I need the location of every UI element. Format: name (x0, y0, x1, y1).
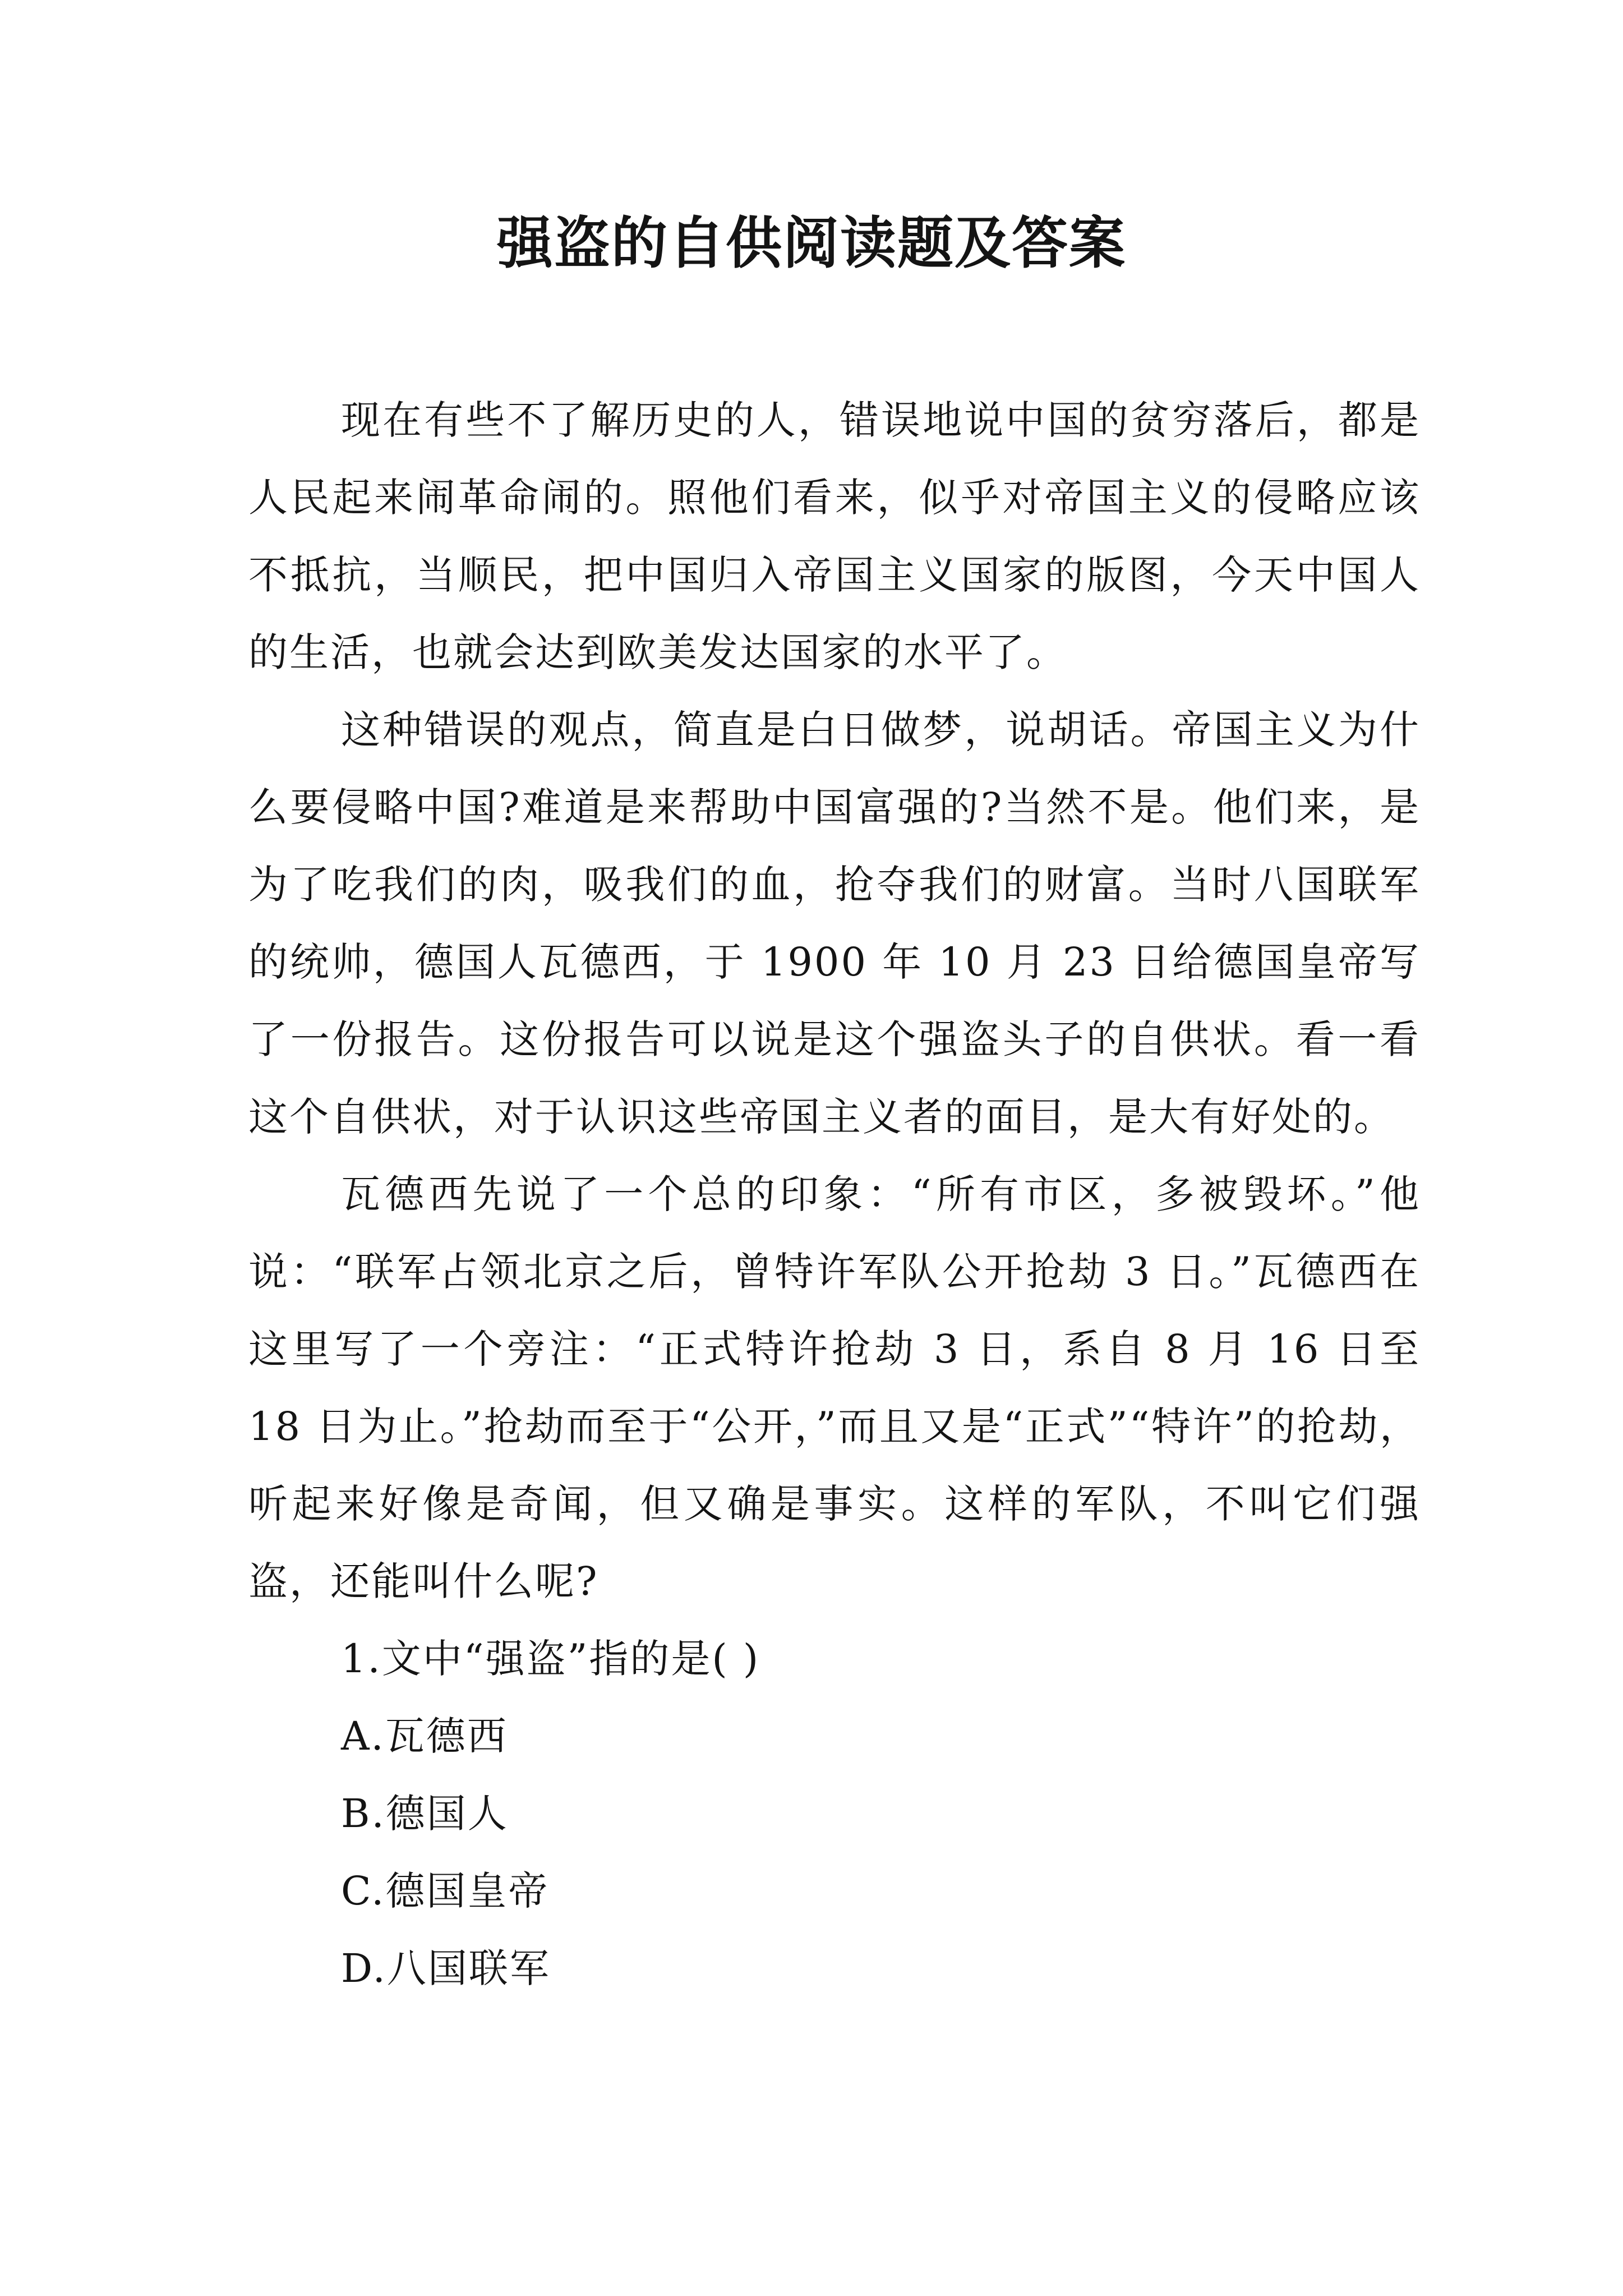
answer-option-c: C.德国皇帝 (341, 1868, 550, 1914)
answer-option-b: B.德国人 (341, 1791, 509, 1837)
article-body (248, 381, 1421, 2007)
question-block (248, 1620, 1421, 2007)
paragraph: 瓦德西先说了一个总的印象：“所有市区，多被毁坏。”他说：“联军占领北京之后，曾特许军队公开抢劫 3 日。”瓦德西在这里写了一个旁注：“正式特许抢劫 3 日，系自 8 月 16 日至 18 日为止。”抢劫而至于“公开，”而且又是“正式”“特许”的抢劫，听起来好像是奇闻，但又确是事实。这样的军队，不叫它们强盗，还能叫什么呢? (248, 1171, 1421, 1604)
document-title: 强盗的自供阅读题及答案 (497, 210, 1126, 276)
answer-option-d: D.八国联军 (341, 1945, 551, 1991)
answer-option-a: A.瓦德西 (341, 1713, 508, 1759)
question-stem: 1.文中“强盗”指的是( ) (341, 1636, 760, 1682)
paragraph: 这种错误的观点，简直是白日做梦，说胡话。帝国主义为什么要侵略中国?难道是来帮助中国富强的?当然不是。他们来，是为了吃我们的肉，吸我们的血，抢夺我们的财富。当时八国联军的统帅，德国人瓦德西，于 1900 年 10 月 23 日给德国皇帝写了一份报告。这份报告可以说是这个强盗头子的自供状。看一看这个自供状，对于认识这些帝国主义者的面目，是大有好处的。 (248, 707, 1421, 1140)
paragraph: 现在有些不了解历史的人，错误地说中国的贫穷落后，都是人民起来闹革命闹的。照他们看来，似乎对帝国主义的侵略应该不抵抗，当顺民，把中国归入帝国主义国家的版图，今天中国人的生活，也就会达到欧美发达国家的水平了。 (248, 397, 1421, 675)
